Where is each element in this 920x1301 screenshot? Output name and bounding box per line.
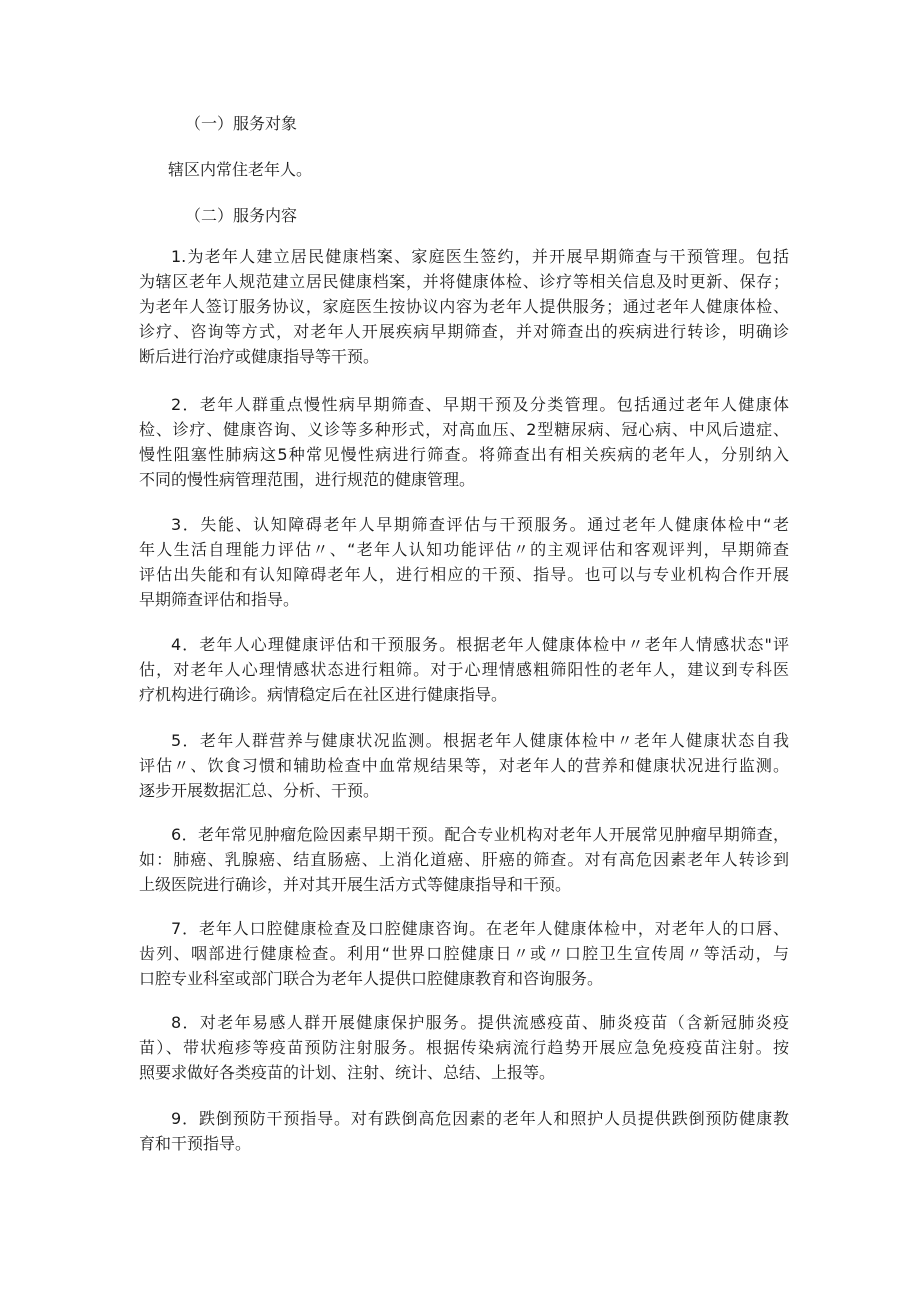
service-item-5 xyxy=(139,728,789,803)
item-8-line-2: 苗）、带状疱疹等疫苗预防注射服务。根据传染病流行趋势开展应急免疫疫苗注射。按 xyxy=(139,1038,789,1057)
item-3-line-2: 年人生活自理能力评估〃、“老年人认知功能评估〃的主观评估和客观评判，早期筛查 xyxy=(139,540,789,559)
item-1-line-1: 1.为老年人建立居民健康档案、家庭医生签约，并开展早期筛查与干预管理。包括 xyxy=(171,247,789,266)
item-6-line-3: 上级医院进行确诊，并对其开展生活方式等健康指导和干预。 xyxy=(139,875,572,894)
item-6-line-1: 6．老年常见肿瘤危险因素早期干预。配合专业机构对老年人开展常见肿瘤早期筛查， xyxy=(171,825,789,844)
item-6-line-2: 如：肺癌、乳腺癌、结直肠癌、上消化道癌、肝癌的筛查。对有高危因素老年人转诊到 xyxy=(139,850,789,869)
item-4-line-2: 估，对老年人心理情感状态进行粗筛。对于心理情感粗筛阳性的老年人，建议到专科医 xyxy=(139,660,789,679)
item-5-line-1: 5．老年人群营养与健康状况监测。根据老年人健康体检中〃老年人健康状态自我 xyxy=(171,731,789,750)
service-item-8 xyxy=(139,1010,789,1085)
item-7-line-3: 口腔专业科室或部门联合为老年人提供口腔健康教育和咨询服务。 xyxy=(139,969,604,988)
service-item-2 xyxy=(139,392,789,492)
item-3-line-3: 评估出失能和有认知障碍老年人，进行相应的干预、指导。也可以与专业机构合作开展 xyxy=(139,565,789,584)
item-2-line-4: 不同的慢性病管理范围，进行规范的健康管理。 xyxy=(139,470,476,489)
item-2-line-3: 慢性阻塞性肺病这5种常见慢性病进行筛查。将筛查出有相关疾病的老年人，分别纳入 xyxy=(139,445,789,464)
service-item-7 xyxy=(139,916,789,991)
item-8-line-3: 照要求做好各类疫苗的计划、注射、统计、总结、上报等。 xyxy=(139,1063,556,1082)
service-item-6 xyxy=(139,822,789,897)
item-1-line-3: 为老年人签订服务协议，家庭医生按协议内容为老年人提供服务；通过老年人健康体检、 xyxy=(139,297,789,316)
item-9-line-2: 育和干预指导。 xyxy=(139,1134,252,1153)
item-2-line-1: 2．老年人群重点慢性病早期筛查、早期干预及分类管理。包括通过老年人健康体 xyxy=(171,395,789,414)
item-1-line-2: 为辖区老年人规范建立居民健康档案，并将健康体检、诊疗等相关信息及时更新、保存； xyxy=(139,272,789,291)
item-3-line-4: 早期筛查评估和指导。 xyxy=(139,590,300,609)
item-1-line-4: 诊疗、咨询等方式，对老年人开展疾病早期筛查，并对筛查出的疾病进行转诊，明确诊 xyxy=(139,322,789,341)
item-4-line-3: 疗机构进行确诊。病情稳定后在社区进行健康指导。 xyxy=(139,685,508,704)
item-4-line-1: 4．老年人心理健康评估和干预服务。根据老年人健康体检中〃老年人情感状态"评 xyxy=(171,635,789,654)
item-3-line-1: 3．失能、认知障碍老年人早期筛查评估与干预服务。通过老年人健康体检中“老 xyxy=(171,515,789,534)
service-item-9 xyxy=(139,1106,789,1156)
section-heading-service-target: （一）服务对象 xyxy=(185,114,298,133)
item-5-line-2: 评估〃、饮食习惯和辅助检查中血常规结果等，对老年人的营养和健康状况进行监测。 xyxy=(139,756,789,775)
service-item-1 xyxy=(139,244,789,369)
item-9-line-1: 9．跌倒预防干预指导。对有跌倒高危因素的老年人和照护人员提供跌倒预防健康教 xyxy=(171,1109,789,1128)
item-8-line-1: 8．对老年易感人群开展健康保护服务。提供流感疫苗、肺炎疫苗（含新冠肺炎疫 xyxy=(171,1013,789,1032)
service-item-3 xyxy=(139,512,789,612)
item-2-line-2: 检、诊疗、健康咨询、义诊等多种形式，对高血压、2型糖尿病、冠心病、中风后遗症、 xyxy=(139,420,789,439)
service-target-text: 辖区内常住老年人。 xyxy=(168,160,313,179)
item-7-line-1: 7．老年人口腔健康检查及口腔健康咨询。在老年人健康体检中，对老年人的口唇、 xyxy=(171,919,789,938)
service-item-4 xyxy=(139,632,789,707)
item-1-line-5: 断后进行治疗或健康指导等干预。 xyxy=(139,347,380,366)
item-7-line-2: 齿列、咽部进行健康检查。利用“世界口腔健康日〃或〃口腔卫生宣传周〃等活动，与 xyxy=(139,944,789,963)
item-5-line-3: 逐步开展数据汇总、分析、干预。 xyxy=(139,781,380,800)
section-heading-service-content: （二）服务内容 xyxy=(185,206,298,225)
